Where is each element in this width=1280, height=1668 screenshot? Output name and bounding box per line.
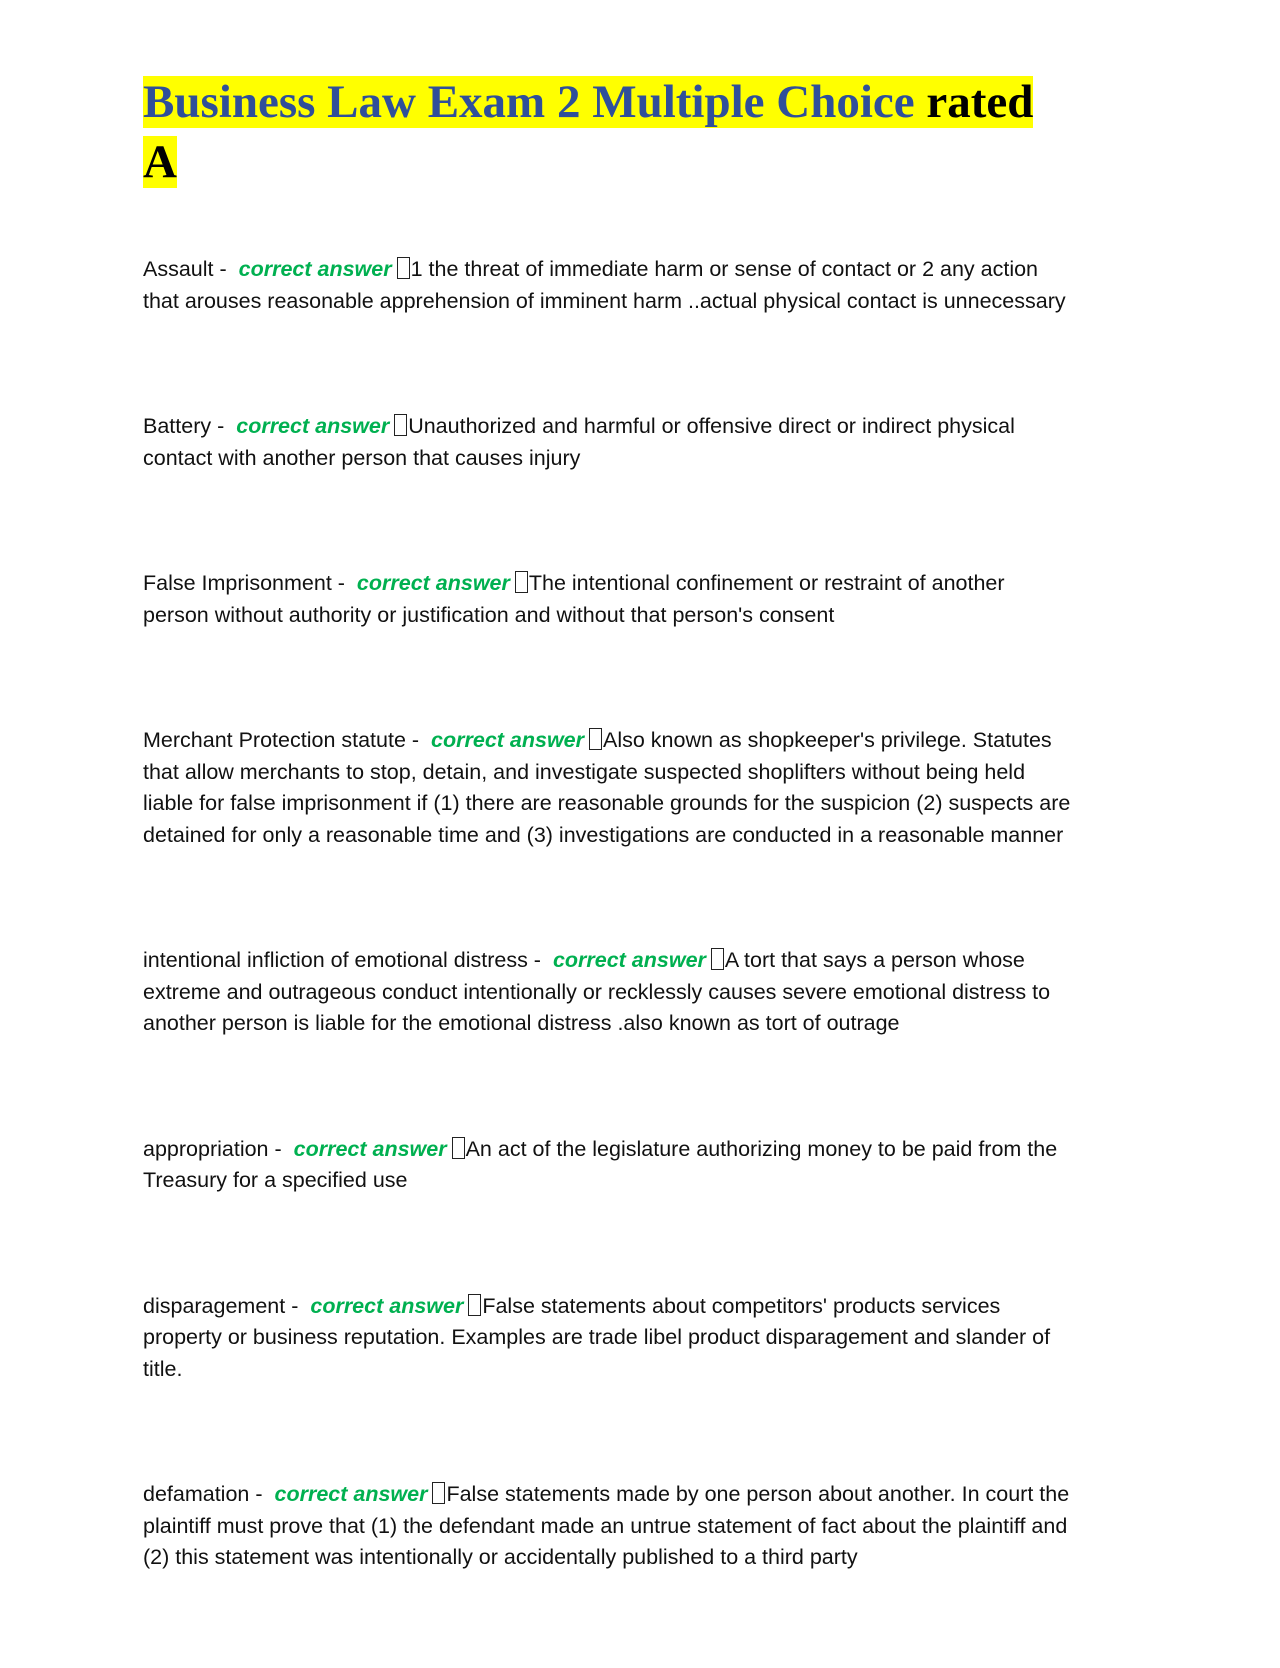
flashcard-entry xyxy=(143,254,1073,317)
missing-glyph-icon xyxy=(468,1294,481,1316)
correct-answer-label: correct answer xyxy=(310,1293,464,1318)
correct-answer-label: correct answer xyxy=(274,1482,428,1506)
document-title xyxy=(143,72,1073,192)
entry-definition: False statements made by one person about another. In court the plaintiff must prove that (1) the defendant made an untrue statement of fact about the plaintiff and (2) this statement was intentionally or accidentally published to a third party xyxy=(143,1482,1070,1569)
entry-term: Merchant Protection statute - xyxy=(143,728,420,752)
correct-answer-label: correct answer xyxy=(431,728,584,752)
title-main: Business Law Exam 2 Multiple Choice xyxy=(143,76,915,128)
flashcard-entry xyxy=(143,1291,1073,1386)
correct-answer-label: correct answer xyxy=(236,414,390,438)
correct-answer-label: correct answer xyxy=(238,257,392,281)
flashcard-entry xyxy=(143,411,1073,474)
flashcard-entry xyxy=(143,725,1073,851)
entry-definition: The intentional confinement or restraint of another person without authority or justification and without that person's consent xyxy=(143,571,1005,627)
entry-definition: False statements about competitors' products services property or business reputation. Examples are trade libel product disparagement and slander of title. xyxy=(143,1293,1051,1381)
flashcard-entry xyxy=(143,1134,1073,1197)
entry-definition: 1 the threat of immediate harm or sense of contact or 2 any action that arouses reasonable apprehension of imminent harm ..actual physical contact is unnecessary xyxy=(143,257,1066,313)
missing-glyph-icon xyxy=(711,948,724,970)
title-rating: rated A xyxy=(143,76,1034,188)
entry-term: disparagement - xyxy=(143,1293,299,1318)
flashcard-entry xyxy=(143,1479,1073,1574)
entry-definition: Also known as shopkeeper's privilege. Statutes that allow merchants to stop, detain, and investigate suspected shoplifters without being held liable for false imprisonment if (1) there are reasonable grounds for the suspicion (2) suspects are detained for only a reasonable time and (3) investigations are conducted in a reasonable manner xyxy=(143,728,1071,847)
missing-glyph-icon xyxy=(515,571,528,593)
entry-term: appropriation - xyxy=(143,1136,282,1161)
flashcard-entry xyxy=(143,568,1073,631)
document-page xyxy=(143,72,1073,1668)
missing-glyph-icon xyxy=(432,1482,445,1504)
missing-glyph-icon xyxy=(397,257,410,279)
entry-term: defamation - xyxy=(143,1482,263,1506)
missing-glyph-icon xyxy=(589,728,602,750)
entry-definition: A tort that says a person whose extreme and outrageous conduct intentionally or recklessly causes severe emotional distress to another person is liable for the emotional distress .also known as tort of outrage xyxy=(143,948,1051,1035)
missing-glyph-icon xyxy=(452,1137,465,1159)
entry-definition: Unauthorized and harmful or offensive direct or indirect physical contact with another person that causes injury xyxy=(143,414,1015,470)
entry-term: intentional infliction of emotional distress - xyxy=(143,948,541,972)
missing-glyph-icon xyxy=(394,414,407,436)
entry-term: Assault - xyxy=(143,257,227,281)
correct-answer-label: correct answer xyxy=(552,948,706,972)
entry-term: Battery - xyxy=(143,414,225,438)
correct-answer-label: correct answer xyxy=(293,1136,447,1161)
flashcard-entry xyxy=(143,945,1073,1040)
flashcard-list xyxy=(143,254,1073,1574)
correct-answer-label: correct answer xyxy=(356,571,510,595)
entry-definition: An act of the legislature authorizing money to be paid from the Treasury for a specified use xyxy=(143,1136,1058,1192)
entry-term: False Imprisonment - xyxy=(143,571,345,595)
